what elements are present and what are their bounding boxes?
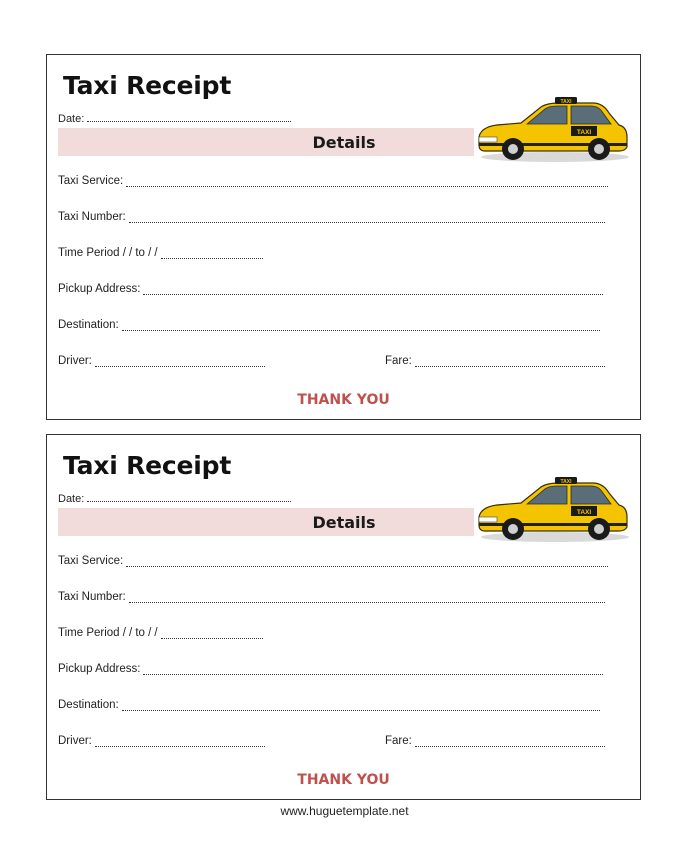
driver-line[interactable] (95, 737, 265, 747)
receipt-title: Taxi Receipt (63, 451, 232, 480)
taxi-car-icon (475, 93, 631, 165)
pickup-address-label: Pickup Address: (58, 663, 141, 675)
destination-label: Destination: (58, 319, 119, 331)
taxi-service-field[interactable] (58, 175, 608, 187)
taxi-number-line[interactable] (129, 213, 605, 223)
taxi-service-line[interactable] (126, 557, 608, 567)
taxi-number-line[interactable] (129, 593, 605, 603)
time-period-field[interactable] (58, 247, 263, 259)
taxi-service-label: Taxi Service: (58, 175, 124, 187)
details-band (58, 508, 474, 536)
thank-you-text: THANK YOU (297, 772, 390, 788)
taxi-door-sign: TAXI (576, 129, 592, 136)
date-line[interactable] (87, 111, 291, 122)
time-period-line[interactable] (161, 249, 263, 259)
driver-field[interactable] (58, 735, 265, 747)
time-to-label: / to / (128, 247, 152, 259)
taxi-car-icon (475, 473, 631, 545)
date-field[interactable] (58, 111, 291, 123)
taxi-receipt-2 (46, 434, 641, 800)
destination-line[interactable] (122, 701, 600, 711)
pickup-address-line[interactable] (143, 285, 603, 295)
taxi-number-label: Taxi Number: (58, 211, 126, 223)
thank-you-text: THANK YOU (297, 392, 390, 408)
pickup-address-field[interactable] (58, 663, 603, 675)
destination-label: Destination: (58, 699, 119, 711)
date-label: Date: (58, 113, 85, 123)
time-to-label: / to / (128, 627, 152, 639)
taxi-number-field[interactable] (58, 591, 605, 603)
fare-line[interactable] (415, 357, 605, 367)
receipt-title: Taxi Receipt (63, 71, 232, 100)
time-end-label: / (154, 627, 158, 639)
fare-field[interactable] (385, 355, 605, 367)
taxi-service-line[interactable] (126, 177, 608, 187)
fare-line[interactable] (415, 737, 605, 747)
driver-field[interactable] (58, 355, 265, 367)
driver-label: Driver: (58, 735, 92, 747)
taxi-number-field[interactable] (58, 211, 605, 223)
driver-line[interactable] (95, 357, 265, 367)
date-field[interactable] (58, 491, 291, 503)
date-line[interactable] (87, 491, 291, 502)
fare-label: Fare: (385, 355, 412, 367)
destination-field[interactable] (58, 319, 600, 331)
taxi-roof-sign: TAXI (560, 479, 572, 485)
taxi-roof-sign: TAXI (560, 99, 572, 105)
pickup-address-line[interactable] (143, 665, 603, 675)
footer-website-link[interactable]: www.huguetemplate.net (280, 804, 409, 818)
fare-label: Fare: (385, 735, 412, 747)
destination-line[interactable] (122, 321, 600, 331)
destination-field[interactable] (58, 699, 600, 711)
time-period-field[interactable] (58, 627, 263, 639)
taxi-receipt-1 (46, 54, 641, 420)
fare-field[interactable] (385, 735, 605, 747)
details-band (58, 128, 474, 156)
taxi-service-label: Taxi Service: (58, 555, 124, 567)
date-label: Date: (58, 493, 85, 503)
time-period-line[interactable] (161, 629, 263, 639)
taxi-service-field[interactable] (58, 555, 608, 567)
taxi-number-label: Taxi Number: (58, 591, 126, 603)
pickup-address-label: Pickup Address: (58, 283, 141, 295)
pickup-address-field[interactable] (58, 283, 603, 295)
time-period-label: Time Period / (58, 247, 126, 259)
details-heading: Details (312, 513, 376, 532)
details-heading: Details (312, 133, 376, 152)
taxi-door-sign: TAXI (576, 509, 592, 516)
driver-label: Driver: (58, 355, 92, 367)
time-end-label: / (154, 247, 158, 259)
time-period-label: Time Period / (58, 627, 126, 639)
